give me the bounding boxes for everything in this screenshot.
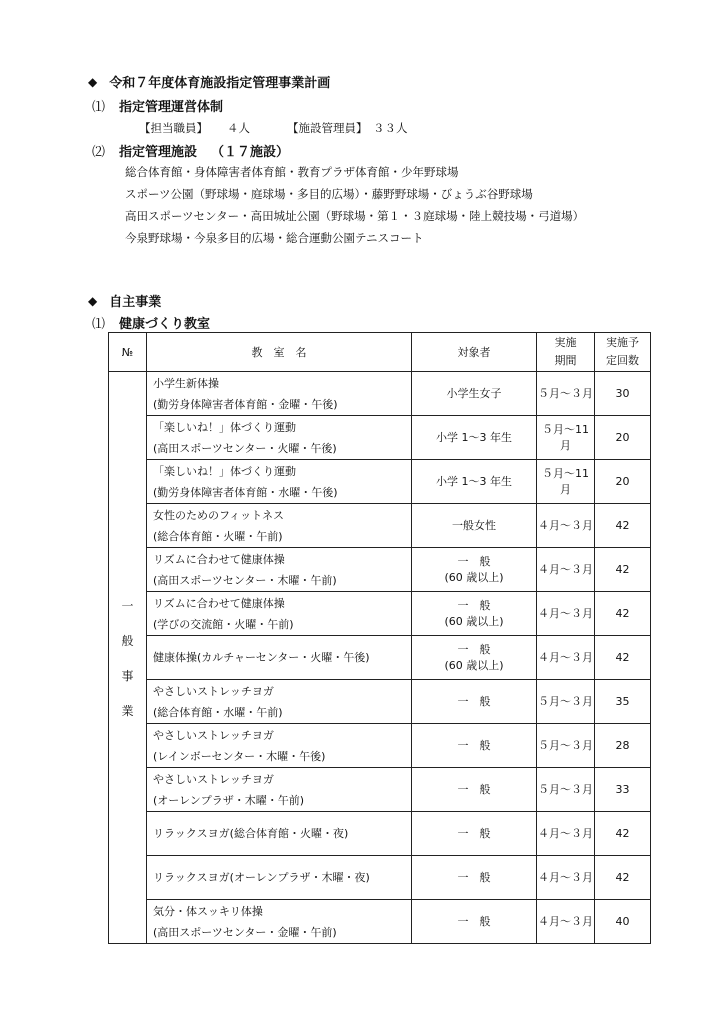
class-name-cell [147, 900, 412, 944]
class-venue: (高田スポーツセンター・木曜・午前) [153, 573, 337, 587]
class-venue: (オーレンプラザ・木曜・午前) [153, 793, 305, 807]
facility-line: 総合体育館・身体障害者体育館・教育プラザ体育館・少年野球場 [125, 165, 459, 179]
period-cell: ５月～11 月 [537, 416, 595, 460]
header-period: 実施 期間 [537, 333, 595, 372]
diamond-bullet-icon: ◆ [88, 293, 98, 308]
health-classes-table [108, 332, 651, 944]
period-cell: ５月～３月 [537, 768, 595, 812]
target-text: 小学生女子 [446, 386, 502, 400]
header-class-name: 教 室 名 [147, 333, 412, 372]
class-name-cell [147, 680, 412, 724]
period-cell: ４月～３月 [537, 636, 595, 680]
target-age: (60 歳以上) [444, 614, 504, 628]
class-venue: (高田スポーツセンター・金曜・午前) [153, 925, 337, 939]
class-name-cell [147, 856, 412, 900]
class-name-cell [147, 548, 412, 592]
class-venue: (勤労身体障害者体育館・金曜・午後) [153, 397, 338, 411]
count-cell: 42 [595, 548, 651, 592]
count-cell: 20 [595, 460, 651, 504]
target-cell [412, 856, 537, 900]
period-cell: ５月～３月 [537, 372, 595, 416]
table-row [109, 900, 651, 944]
target-text: 一般女性 [452, 518, 496, 532]
diamond-bullet-icon: ◆ [88, 74, 98, 89]
class-name: やさしいストレッチヨガ [153, 772, 274, 786]
subheading-number: ⑵ [92, 145, 106, 160]
table-row [109, 812, 651, 856]
class-name: リズムに合わせて健康体操 [153, 552, 285, 566]
header-no: № [109, 333, 147, 372]
subheading-facilities [92, 141, 289, 160]
target-text: 一 般 [457, 554, 491, 568]
period-cell: ４月～３月 [537, 812, 595, 856]
table-header-row [109, 333, 651, 372]
facility-line: 今泉野球場・今泉多目的広場・総合運動公園テニスコート [125, 231, 424, 245]
target-text: 一 般 [457, 914, 491, 928]
target-cell [412, 548, 537, 592]
staff-label: 【施設管理員】 [287, 121, 368, 135]
count-cell: 28 [595, 724, 651, 768]
category-char: 般 [121, 633, 134, 648]
target-text: 一 般 [457, 694, 491, 708]
class-name: やさしいストレッチヨガ [153, 728, 274, 742]
class-name-cell [147, 504, 412, 548]
subheading-number: ⑴ [92, 100, 106, 115]
category-char: 事 [121, 668, 134, 683]
target-text: 一 般 [457, 598, 491, 612]
period-cell: ４月～３月 [537, 900, 595, 944]
count-cell: 33 [595, 768, 651, 812]
header-target: 対象者 [412, 333, 537, 372]
period-cell: ５月～３月 [537, 724, 595, 768]
class-name: 「楽しいね！」体づくり運動 [153, 420, 296, 434]
class-name: 気分・体スッキリ体操 [153, 904, 263, 918]
table-row [109, 460, 651, 504]
target-cell [412, 592, 537, 636]
class-name-cell [147, 460, 412, 504]
target-cell [412, 768, 537, 812]
count-cell: 42 [595, 812, 651, 856]
staff-value: ３３人 [373, 121, 408, 135]
period-cell: ４月～３月 [537, 856, 595, 900]
class-name: やさしいストレッチヨガ [153, 684, 274, 698]
target-text: 一 般 [457, 642, 491, 656]
class-venue: (総合体育館・火曜・午前) [153, 529, 283, 543]
target-text: 小学 1～3 年生 [436, 474, 512, 488]
class-venue: (勤労身体障害者体育館・水曜・午後) [153, 485, 338, 499]
class-name-cell [147, 812, 412, 856]
table-row [109, 548, 651, 592]
count-cell: 42 [595, 504, 651, 548]
target-cell [412, 372, 537, 416]
facility-count: （１７施設） [211, 145, 290, 160]
count-cell: 20 [595, 416, 651, 460]
count-cell: 40 [595, 900, 651, 944]
target-cell [412, 900, 537, 944]
table-row [109, 724, 651, 768]
target-age: (60 歳以上) [444, 658, 504, 672]
staff-label: 【担当職員】 [139, 121, 208, 135]
class-venue: (レインボーセンター・木曜・午後) [153, 749, 326, 763]
count-cell: 42 [595, 592, 651, 636]
class-name-cell [147, 724, 412, 768]
target-cell [412, 812, 537, 856]
subheading-operation-system [92, 96, 223, 115]
class-venue: (高田スポーツセンター・火曜・午後) [153, 441, 337, 455]
class-name: リラックスヨガ(総合体育館・火曜・夜) [153, 827, 349, 840]
class-name: 「楽しいね！」体づくり運動 [153, 464, 296, 478]
target-cell [412, 724, 537, 768]
header-count: 実施予 定回数 [595, 333, 651, 372]
subheading-health-classes [92, 313, 210, 332]
table-row [109, 680, 651, 724]
table-row [109, 372, 651, 416]
target-cell [412, 460, 537, 504]
class-name-cell [147, 416, 412, 460]
period-cell: ５月～３月 [537, 680, 595, 724]
category-char: 一 [121, 598, 134, 613]
target-text: 一 般 [457, 870, 491, 884]
staff-line [125, 120, 545, 136]
target-text: 小学 1～3 年生 [436, 430, 512, 444]
table-row [109, 504, 651, 548]
target-cell [412, 416, 537, 460]
class-name: 健康体操(カルチャーセンター・火曜・午後) [153, 651, 370, 664]
class-venue: (総合体育館・水曜・午前) [153, 705, 283, 719]
class-name: リズムに合わせて健康体操 [153, 596, 285, 610]
section-heading-plan [88, 72, 330, 91]
class-name: リラックスヨガ(オーレンプラザ・木曜・夜) [153, 871, 370, 884]
class-venue: (学びの交流館・火曜・午前) [153, 617, 294, 631]
staff-value: ４人 [227, 121, 250, 135]
target-text: 一 般 [457, 782, 491, 796]
target-cell [412, 504, 537, 548]
class-name-cell [147, 768, 412, 812]
period-cell: ４月～３月 [537, 504, 595, 548]
class-name-cell [147, 372, 412, 416]
subheading-title: 指定管理施設 [119, 145, 198, 160]
category-cell [109, 372, 147, 944]
count-cell: 42 [595, 636, 651, 680]
target-age: (60 歳以上) [444, 570, 504, 584]
class-name: 小学生新体操 [153, 376, 219, 390]
table-row [109, 592, 651, 636]
section-heading-own-projects [88, 291, 161, 310]
class-name: 女性のためのフィットネス [153, 508, 285, 522]
category-char: 業 [121, 703, 134, 718]
count-cell: 35 [595, 680, 651, 724]
facility-line: スポーツ公園（野球場・庭球場・多目的広場）・藤野野球場・びょうぶ谷野球場 [125, 187, 533, 201]
table-row [109, 768, 651, 812]
count-cell: 42 [595, 856, 651, 900]
table-row [109, 416, 651, 460]
subheading-title: 指定管理運営体制 [119, 100, 224, 115]
section-title: 令和７年度体育施設指定管理事業計画 [109, 76, 331, 91]
table-row [109, 636, 651, 680]
subheading-title: 健康づくり教室 [119, 317, 211, 332]
period-cell: ４月～３月 [537, 592, 595, 636]
table-row [109, 856, 651, 900]
count-cell: 30 [595, 372, 651, 416]
target-text: 一 般 [457, 826, 491, 840]
period-cell: ５月～11 月 [537, 460, 595, 504]
target-cell [412, 636, 537, 680]
target-cell [412, 680, 537, 724]
period-cell: ４月～３月 [537, 548, 595, 592]
facility-line: 高田スポーツセンター・高田城址公園（野球場・第１・３庭球場・陸上競技場・弓道場） [125, 209, 585, 223]
target-text: 一 般 [457, 738, 491, 752]
class-name-cell [147, 592, 412, 636]
class-name-cell [147, 636, 412, 680]
section-title: 自主事業 [109, 295, 162, 310]
subheading-number: ⑴ [92, 317, 106, 332]
